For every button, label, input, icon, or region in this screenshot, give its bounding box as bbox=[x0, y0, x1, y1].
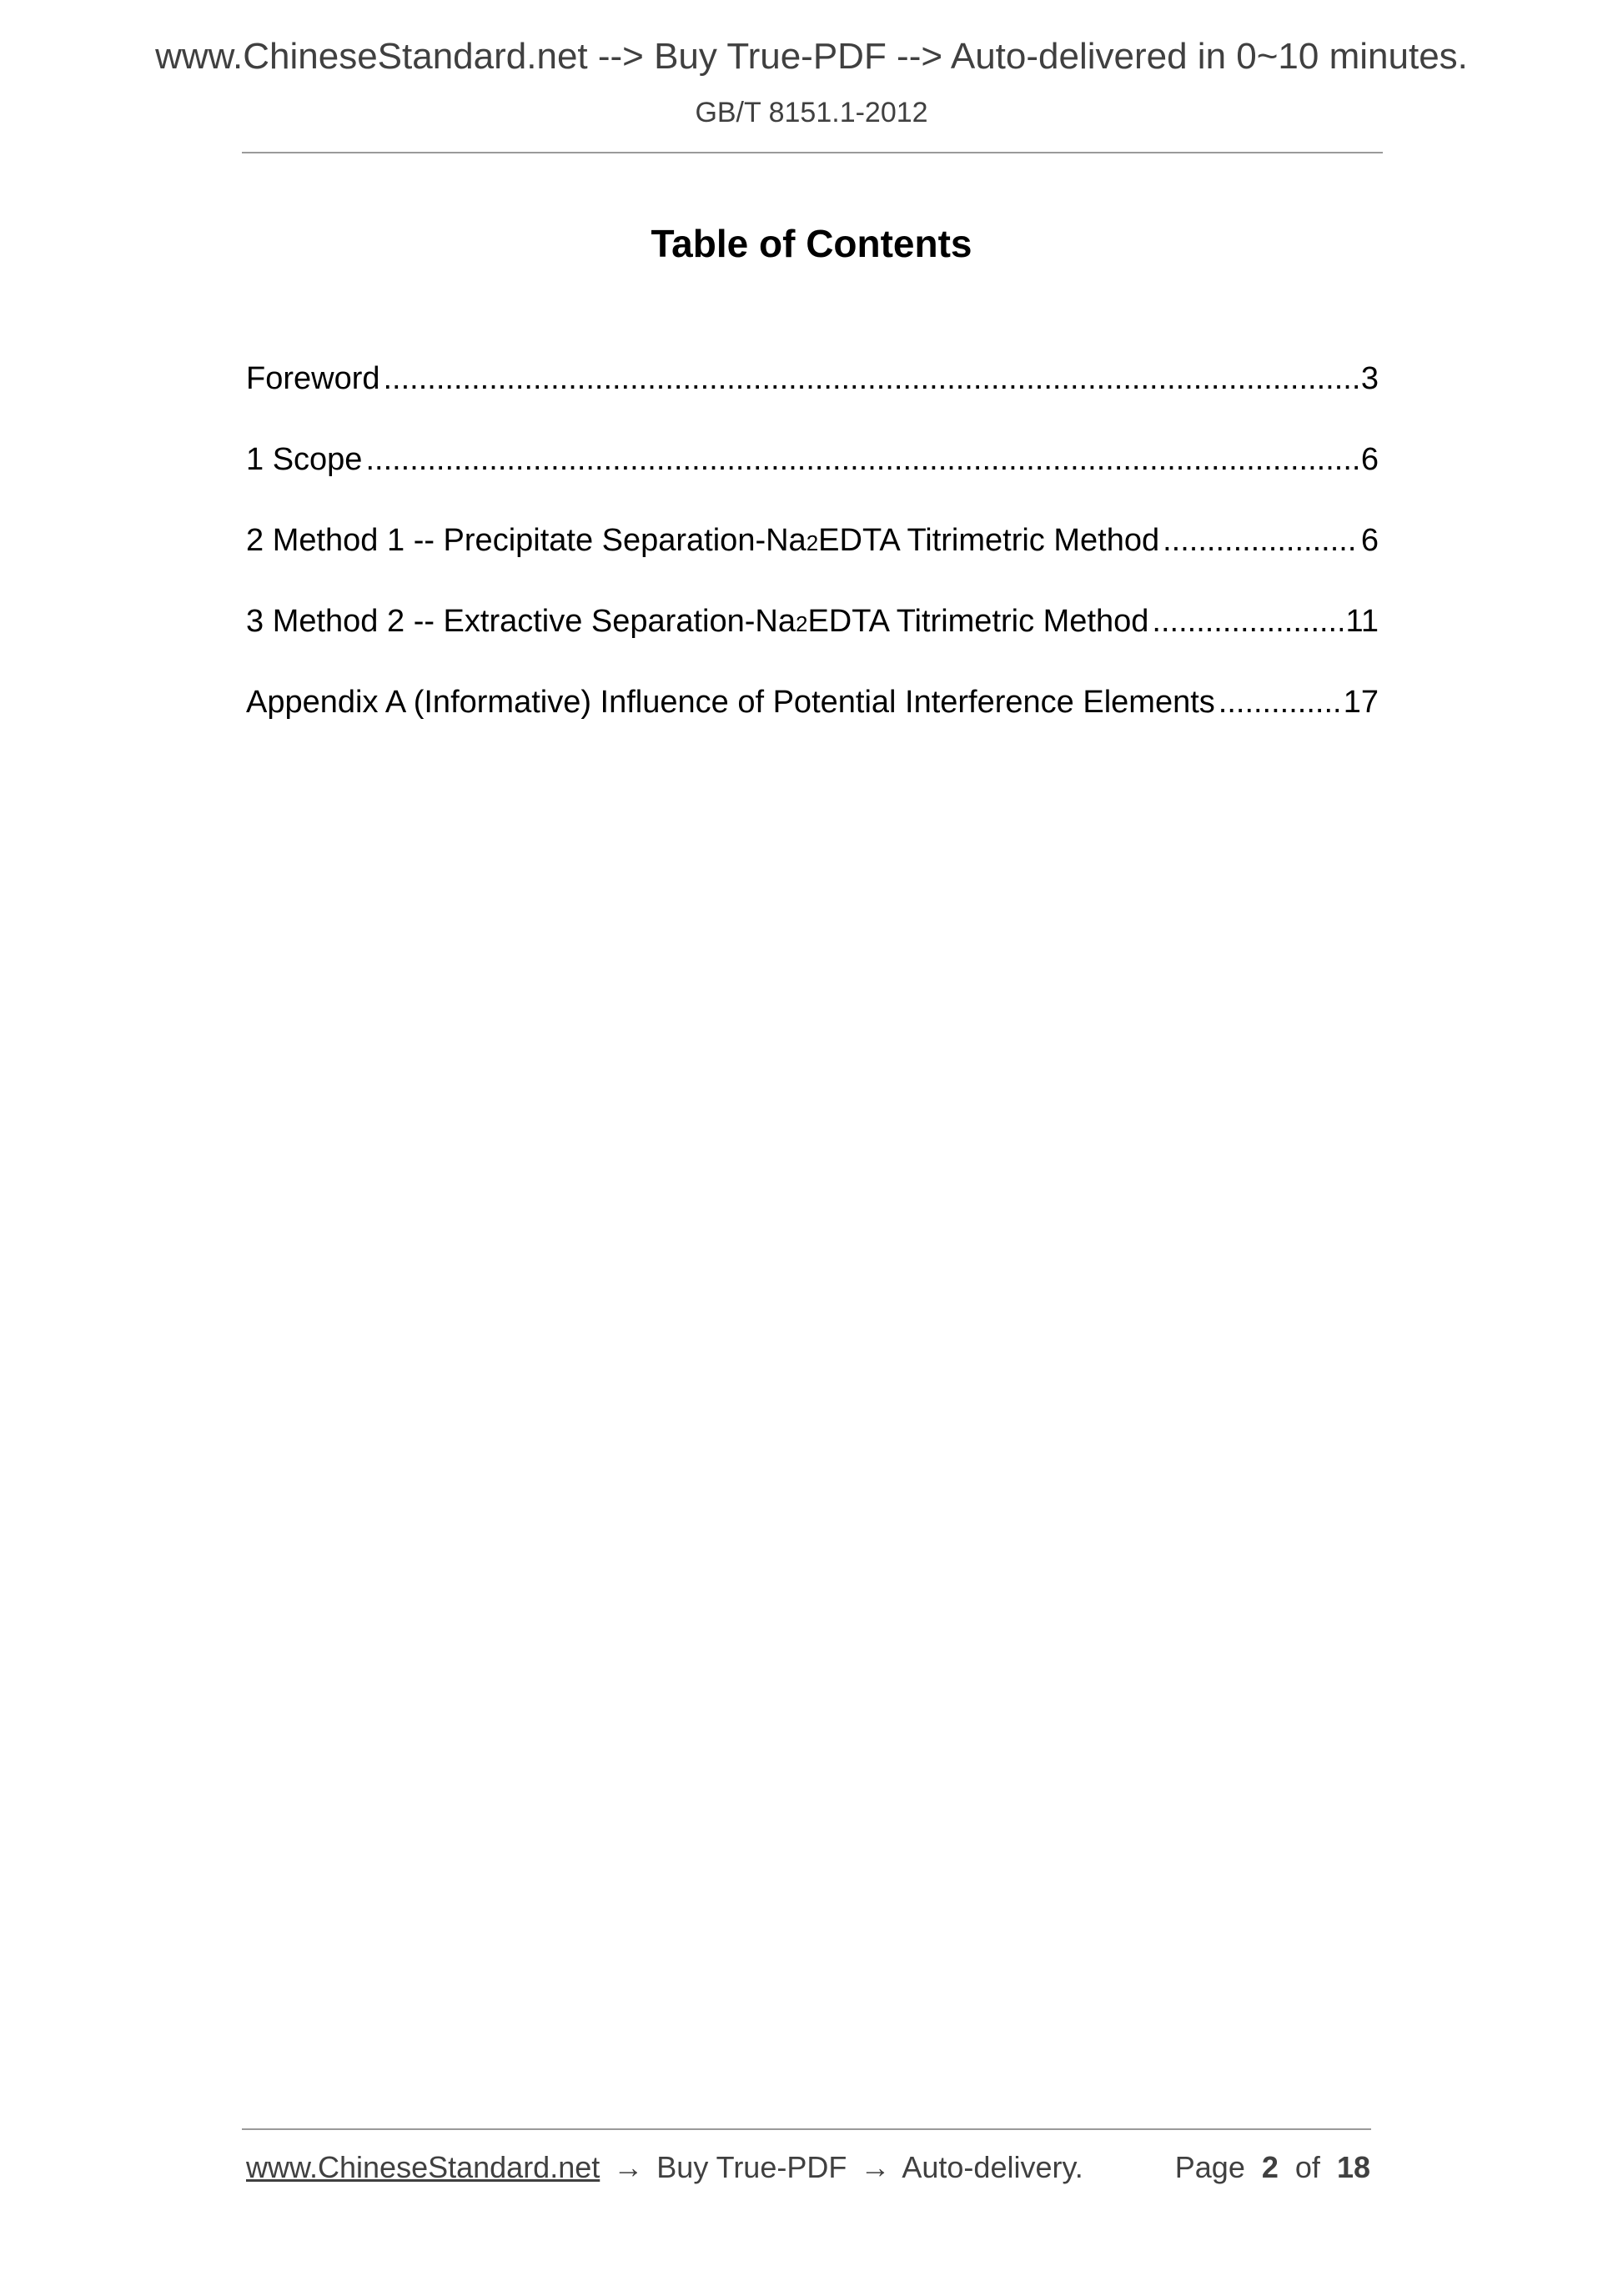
right-arrow-icon: → bbox=[860, 2150, 891, 2184]
toc-entry-appendix-a[interactable] bbox=[246, 679, 1379, 760]
toc-dot-leader bbox=[1219, 679, 1340, 726]
toc-dot-leader bbox=[365, 436, 1357, 483]
right-arrow-icon: → bbox=[613, 2150, 644, 2184]
toc-entry-label: Foreword bbox=[246, 361, 380, 396]
toc-entry-foreword[interactable] bbox=[246, 355, 1379, 436]
footer-promo bbox=[246, 2147, 1083, 2188]
page-total: 18 bbox=[1336, 2150, 1370, 2184]
toc-entry-label: Appendix A (Informative) Influence of Potential Interference Elements bbox=[246, 685, 1215, 720]
toc-entry-page: 17 bbox=[1343, 685, 1379, 720]
toc-entry-label: 1 Scope bbox=[246, 442, 363, 477]
page-footer bbox=[246, 2147, 1370, 2188]
footer-website-link[interactable]: www.ChineseStandard.net bbox=[246, 2150, 600, 2184]
toc-label-prefix: 3 Method 2 -- Extractive Separation-Na bbox=[246, 604, 796, 639]
page-label: Page bbox=[1174, 2150, 1245, 2184]
top-banner: www.ChineseStandard.net --> Buy True-PDF --> Auto-delivered in 0~10 minutes. bbox=[155, 36, 1468, 77]
toc-entry-label bbox=[246, 517, 1159, 566]
toc-dot-leader bbox=[384, 355, 1358, 402]
page-title: Table of Contents bbox=[651, 222, 972, 265]
toc-entry-page: 3 bbox=[1360, 361, 1379, 396]
toc-entry-page: 11 bbox=[1345, 604, 1379, 639]
toc-entry-label bbox=[246, 598, 1148, 647]
toc-label-suffix: EDTA Titrimetric Method bbox=[818, 523, 1160, 558]
page-of-label: of bbox=[1294, 2150, 1320, 2184]
toc-entry-method-2[interactable] bbox=[246, 598, 1379, 679]
toc-label-subscript: 2 bbox=[806, 530, 819, 555]
page-number bbox=[1175, 2147, 1370, 2188]
toc-dot-leader bbox=[1163, 517, 1358, 564]
document-code: GB/T 8151.1-2012 bbox=[695, 97, 928, 128]
toc-entry-page: 6 bbox=[1360, 442, 1379, 477]
footer-divider bbox=[242, 2128, 1371, 2130]
header-divider bbox=[242, 152, 1383, 153]
toc-dot-leader bbox=[1152, 598, 1342, 645]
toc-label-prefix: 2 Method 1 -- Precipitate Separation-Na bbox=[246, 523, 806, 558]
footer-delivery-text: Auto-delivery. bbox=[902, 2150, 1083, 2184]
table-of-contents bbox=[246, 355, 1379, 760]
toc-entry-scope[interactable] bbox=[246, 436, 1379, 517]
footer-buy-text: Buy True-PDF bbox=[656, 2150, 847, 2184]
page-current: 2 bbox=[1261, 2150, 1279, 2184]
toc-entry-page: 6 bbox=[1360, 523, 1379, 558]
toc-label-suffix: EDTA Titrimetric Method bbox=[807, 604, 1149, 639]
toc-label-subscript: 2 bbox=[795, 611, 808, 636]
toc-entry-method-1[interactable] bbox=[246, 517, 1379, 598]
